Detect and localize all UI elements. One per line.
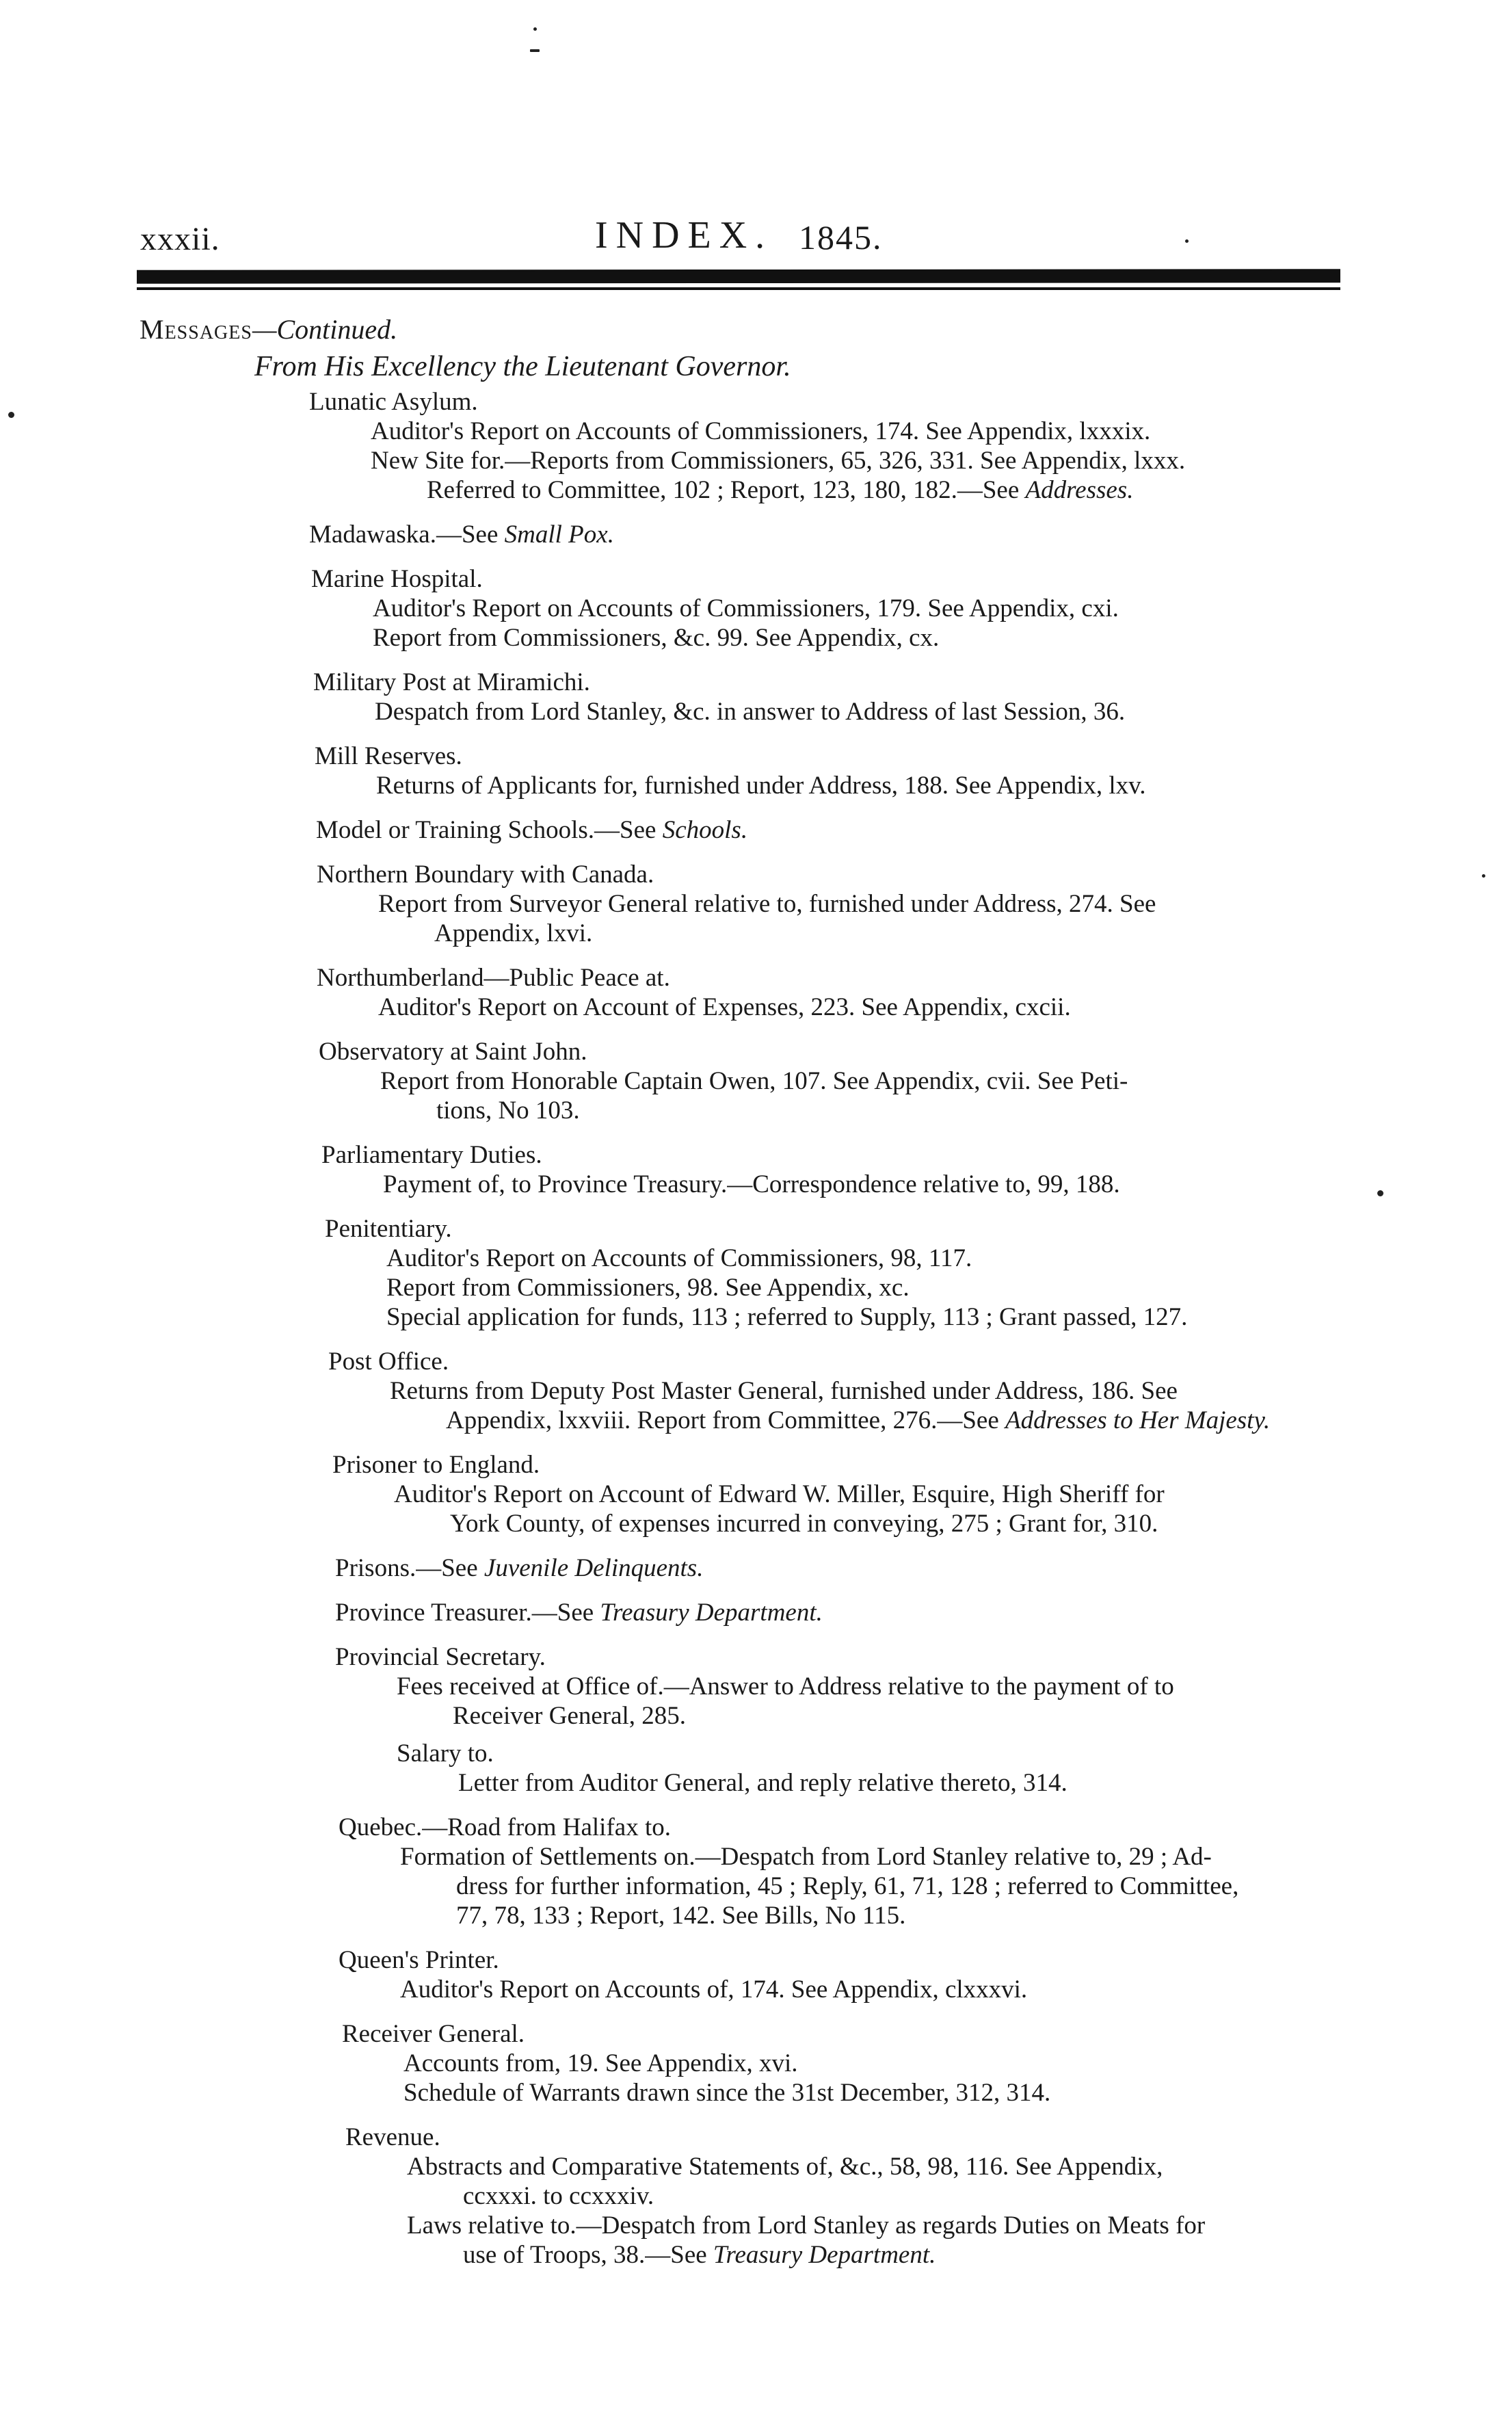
entry-subitem [321,1170,1361,1199]
section-name: Messages [140,314,252,345]
print-speck [1482,874,1485,878]
subitem-text: Accounts from, 19. See Appendix, xvi. [403,2049,798,2077]
entry-heading [316,815,1361,845]
subitem-text: Auditor's Report on Accounts of Commissioners, 98, 117. [386,1244,972,1272]
entry-subitem [339,1975,1361,2004]
entry-subitem [315,771,1361,800]
page-year: 1845. [799,218,883,257]
subitem-text: Report from Honorable Captain Owen, 107. See Appendix, cvii. See Peti- [380,1067,1128,1095]
print-speck [8,412,14,418]
continuation-text: 77, 78, 133 ; Report, 142. See Bills, No 115. [456,1902,906,1930]
section-continued: —Continued. [252,314,398,345]
subitem-text: New Site for.—Reports from Commissioners, 65, 326, 331. See Appendix, lxxx. [371,447,1186,475]
subitem-text: Abstracts and Comparative Statements of, &c., 58, 98, 116. See Appendix, [407,2153,1163,2181]
entry-subitem [335,1768,1361,1798]
index-entry [335,1553,1361,1583]
subitem-text: Formation of Settlements on.—Despatch from Lord Stanley relative to, 29 ; Ad- [400,1843,1212,1871]
entry-subitem [317,889,1361,948]
index-entry [319,1037,1361,1125]
subitem-text: Payment of, to Province Treasury.—Correspondence relative to, 99, 188. [383,1170,1120,1198]
header-rule-thin [137,287,1340,290]
entry-heading [335,1642,1361,1672]
print-speck [533,27,537,31]
entry-heading [335,1598,1361,1627]
entry-heading [325,1214,1361,1244]
entry-heading-text: Military Post at Miramichi. [313,668,590,696]
entry-heading-text: Model or Training Schools.—See [316,816,663,844]
subitem-continuation [378,919,1361,948]
entry-heading-text: Mill Reserves. [315,742,462,770]
entry-heading [313,668,1361,697]
entry-subitem [311,594,1361,623]
entry-see-reference: Small Pox. [504,521,614,549]
subitem-text: Special application for funds, 113 ; referred to Supply, 113 ; Grant passed, 127. [386,1303,1188,1331]
entry-subitem [339,1842,1361,1930]
entry-subitem [309,417,1361,446]
index-entry [339,1813,1361,1930]
entry-heading [309,520,1361,549]
continuation-text: Receiver General, 285. [453,1702,687,1730]
index-entries [0,387,1512,2285]
entry-heading-text: Prisons.—See [335,1554,484,1582]
entry-subitem [317,993,1361,1022]
entry-heading [335,1553,1361,1583]
entry-heading [317,860,1361,889]
subitem-text: Auditor's Report on Account of Expenses, 223. See Appendix, cxcii. [378,993,1071,1021]
entry-subitem [309,446,1361,505]
continuation-text: use of Troops, 38.—See [463,2241,713,2269]
entry-heading [339,1813,1361,1842]
entry-heading-text: Post Office. [328,1348,449,1376]
continuation-text: York County, of expenses incurred in conveying, 275 ; Grant for, 310. [450,1510,1158,1538]
index-entry [342,2019,1361,2108]
entry-heading [342,2019,1361,2049]
entry-heading [309,387,1361,417]
entry-heading-text: Receiver General. [342,2020,525,2048]
entry-heading-text: Northumberland—Public Peace at. [317,964,670,992]
continuation-text: ccxxxi. to ccxxxiv. [463,2182,654,2210]
entry-subitem [342,2049,1361,2078]
subitem-text: Schedule of Warrants drawn since the 31st December, 312, 314. [403,2079,1051,2107]
print-speck [530,49,540,52]
entry-subitem [313,697,1361,726]
entry-heading-text: Revenue. [345,2123,440,2151]
subitem-continuation [400,1901,1361,1930]
entry-subitem [325,1244,1361,1273]
subitem-text: Auditor's Report on Accounts of, 174. See Appendix, clxxxvi. [400,1975,1028,2004]
entry-heading [311,564,1361,594]
subitem-text: Laws relative to.—Despatch from Lord Stanley as regards Duties on Meats for [407,2211,1206,2240]
continuation-see-reference: Treasury Department. [713,2241,936,2269]
subitem-text: Auditor's Report on Accounts of Commissioners, 174. See Appendix, lxxxix. [371,417,1151,445]
index-entry [311,564,1361,653]
subitem-continuation [407,2240,1361,2270]
index-entry [317,963,1361,1022]
entry-subitem [319,1066,1361,1125]
entry-heading-text: Parliamentary Duties. [321,1141,542,1169]
index-entry [335,1598,1361,1627]
entry-see-reference: Juvenile Delinquents. [483,1554,704,1582]
index-entry [309,387,1361,505]
continuation-text: Referred to Committee, 102 ; Report, 123, 180, 182.—See [427,476,1026,504]
continuation-text: Appendix, lxvi. [434,919,593,947]
entry-heading [321,1140,1361,1170]
entry-heading-text: Penitentiary. [325,1215,452,1243]
index-entry [328,1347,1361,1435]
entry-heading-text: Northern Boundary with Canada. [317,861,654,889]
continuation-text: dress for further information, 45 ; Reply, 61, 71, 128 ; referred to Committee, [456,1872,1239,1900]
subitem-continuation [371,475,1361,505]
entry-heading-text: Provincial Secretary. [335,1643,546,1671]
entry-see-reference: Schools. [662,816,748,844]
entry-subitem [325,1302,1361,1332]
subitem-text: Despatch from Lord Stanley, &c. in answer to Address of last Session, 36. [375,698,1126,726]
continuation-text: Appendix, lxxviii. Report from Committee, 276.—See [446,1406,1006,1434]
entry-heading [345,2123,1361,2152]
entry-subitem [325,1273,1361,1302]
index-entry [317,860,1361,948]
index-entry [313,668,1361,726]
entry-heading-text: Province Treasurer.—See [335,1599,600,1627]
entry-heading-text: Queen's Printer. [339,1946,499,1974]
subitem-text: Report from Commissioners, &c. 99. See Appendix, cx. [373,624,940,652]
subitem-text: Returns of Applicants for, furnished under Address, 188. See Appendix, lxv. [376,772,1146,800]
index-entry [309,520,1361,549]
entry-heading [328,1347,1361,1376]
header-rule-thick [137,269,1340,284]
page-number: xxxii. [140,221,220,257]
entry-heading [319,1037,1361,1066]
entry-heading-text: Madawaska.—See [309,521,505,549]
index-entry [332,1450,1361,1538]
entry-subitem [345,2152,1361,2211]
entry-heading-text: Marine Hospital. [311,565,483,593]
index-entry [316,815,1361,845]
entry-subitem [342,2078,1361,2108]
subitem-text: Returns from Deputy Post Master General, furnished under Address, 186. See [390,1377,1178,1405]
subitem-continuation [390,1406,1361,1435]
subitem-continuation [400,1872,1361,1901]
print-speck [1377,1190,1383,1196]
subitem-text: Report from Commissioners, 98. See Appendix, xc. [386,1274,910,1302]
entry-subitem [345,2211,1361,2270]
subitem-text: Auditor's Report on Account of Edward W. Miller, Esquire, High Sheriff for [394,1480,1165,1508]
entry-heading-text: Prisoner to England. [332,1451,540,1479]
subitem-text: Letter from Auditor General, and reply relative thereto, 314. [458,1769,1067,1797]
subitem-continuation [397,1701,1361,1731]
entry-heading [317,963,1361,993]
subitem-continuation [407,2181,1361,2211]
entry-subitem [311,623,1361,653]
index-entry [335,1642,1361,1798]
entry-heading [339,1945,1361,1975]
entry-heading-text: Lunatic Asylum. [309,388,478,416]
subitem-continuation [394,1509,1361,1538]
print-speck [1185,239,1189,243]
entry-subitem [335,1672,1361,1731]
continuation-see-reference: Addresses. [1025,476,1134,504]
subitem-text: Salary to. [397,1739,494,1768]
index-entry [315,741,1361,800]
continuation-text: tions, No 103. [436,1097,580,1125]
index-entry [325,1214,1361,1332]
index-entry [321,1140,1361,1199]
continuation-see-reference: Addresses to Her Majesty. [1005,1406,1271,1434]
entry-subitem [335,1739,1361,1768]
index-entry [339,1945,1361,2004]
entry-heading-text: Observatory at Saint John. [319,1038,587,1066]
from-line: From His Excellency the Lieutenant Governor. [254,351,791,382]
page-title: INDEX. [595,214,773,257]
subitem-text: Auditor's Report on Accounts of Commissioners, 179. See Appendix, cxi. [373,594,1119,622]
index-entry [345,2123,1361,2270]
section-heading [140,313,397,345]
entry-subitem [332,1480,1361,1538]
entry-see-reference: Treasury Department. [600,1599,823,1627]
entry-subitem [328,1376,1361,1435]
entry-heading [315,741,1361,771]
entry-heading-text: Quebec.—Road from Halifax to. [339,1813,671,1841]
subitem-continuation [380,1096,1361,1125]
entry-heading [332,1450,1361,1480]
subitem-text: Fees received at Office of.—Answer to Address relative to the payment of to [397,1672,1174,1701]
subitem-text: Report from Surveyor General relative to, furnished under Address, 274. See [378,890,1156,918]
